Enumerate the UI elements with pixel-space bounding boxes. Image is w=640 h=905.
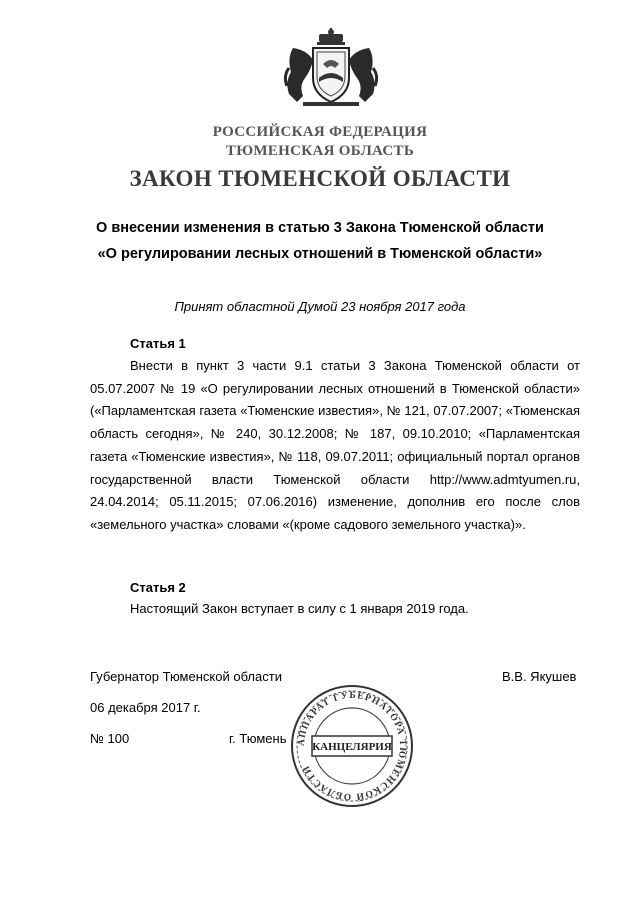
law-title: ЗАКОН ТЮМЕНСКОЙ ОБЛАСТИ — [129, 166, 511, 191]
stamp-center-text: КАНЦЕЛЯРИЯ — [312, 741, 392, 753]
governor-name: В.В. Якушев — [502, 669, 577, 684]
article-1-text: Внести в пункт 3 части 9.1 статьи 3 Закона Тюменской области от 05.07.2007 № 19 «О регулировании лесных отношений в Тюменской области» («Парламентская газета «Тюменские известия», № 121, 07.07.2007; «Тюменская область сегодня», № 240, 30.12.2008; № 187, 09.10.2010; «Парламентская газета «Тюменские известия», № 118, 09.07.2011; официальный портал органов государственной власти Тюменской области http://www.admtyumen.ru, 24.04.2014; 05.11.2015; 07.06.2016) изменение, дополнив его после слов «земельного участка» словами «(кроме садового земельного участка)». — [90, 358, 580, 532]
coat-of-arms-icon — [283, 28, 379, 108]
adoption-note: Принят областной Думой 23 ноября 2017 года — [174, 299, 466, 314]
governor-position: Губернатор Тюменской области — [90, 669, 282, 684]
stamp-ring-text: АППАРАТ ГУБЕРНАТОРА ТЮМЕНСКОЙ ОБЛАСТИ — [296, 690, 408, 802]
header-country: РОССИЙСКАЯ ФЕДЕРАЦИЯ — [212, 124, 428, 140]
stamp-seal — [288, 682, 416, 810]
header-region: ТЮМЕНСКАЯ ОБЛАСТЬ — [225, 143, 415, 159]
article-1-heading: Статья 1 — [130, 336, 186, 351]
law-number: № 100 — [90, 731, 130, 746]
article-2-text: Настоящий Закон вступает в силу с 1 января 2019 года. — [130, 601, 469, 616]
subject-line-1: О внесении изменения в статью 3 Закона Тюменской области — [96, 220, 544, 236]
sign-date: 06 декабря 2017 г. — [90, 700, 201, 715]
subject-line-2: «О регулировании лесных отношений в Тюменской области» — [97, 246, 543, 262]
article-2-heading: Статья 2 — [130, 580, 186, 595]
sign-city: г. Тюмень — [229, 731, 287, 746]
